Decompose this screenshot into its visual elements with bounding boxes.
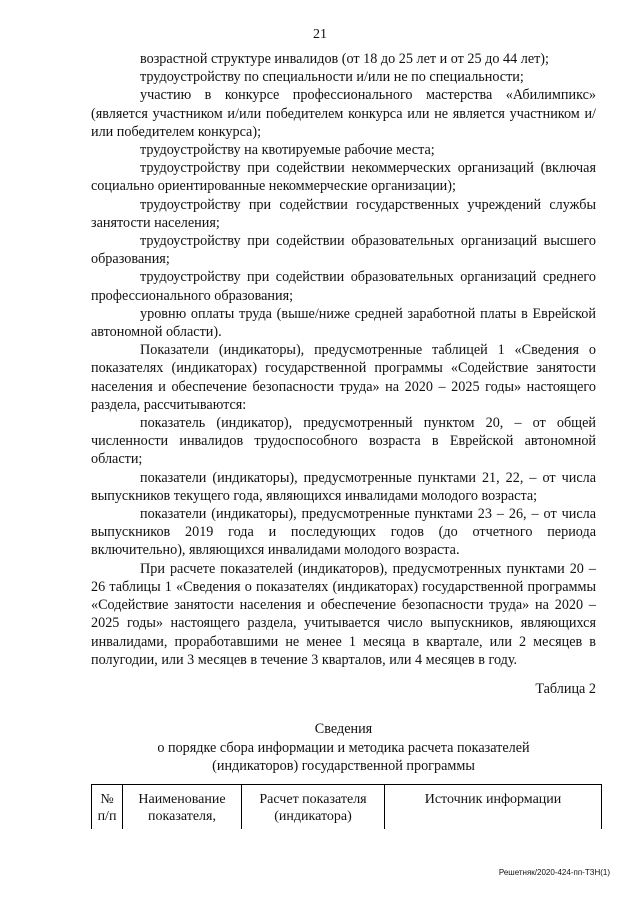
paragraph: трудоустройству на квотируемые рабочие места; [140,142,435,159]
body-text [91,50,596,669]
column-header-name [123,785,242,830]
paragraph: При расчете показателей (индикаторов), предусмотренных пунктами 20 – 26 таблицы 1 «Сведения о показателях (индикаторах) государственной программы «Содействие занятости населения и обеспечение безопасности труда» на 2020 – 2025 годы» настоящего раздела, учитывается число выпускников, являющихся инвалидами, проработавшими не менее 1 месяца в квартале, или 2 месяцев в полугодии, или 3 месяцев в течение 3 кварталов, или 4 месяцев в году. [91,560,596,668]
paragraph: трудоустройству при содействии некоммерческих организаций (включая социально ориентированные некоммерческие организации); [91,160,596,195]
table-label: Таблица 2 [535,681,596,697]
paragraph: показатели (индикаторы), предусмотренные пунктами 21, 22, – от числа выпускников текущего года, являющихся инвалидами молодого возраста; [91,469,596,504]
header-line: Расчет показателя [259,792,367,807]
paragraph: трудоустройству при содействии образовательных организаций высшего образования; [91,233,596,268]
paragraph: уровню оплаты труда (выше/ниже средней заработной платы в Еврейской автономной области). [91,305,596,341]
page-number: 21 [313,27,327,42]
heading-line: о порядке сбора информации и методика расчета показателей [157,739,530,756]
info-table [91,784,602,829]
header-line: Источник информации [424,792,562,807]
footer-reference: Решетняк/2020-424-пп-ТЗН(1) [498,868,610,877]
paragraph: трудоустройству по специальности и/или не по специальности; [140,69,524,86]
column-header-calculation [242,785,385,830]
paragraph: показатели (индикаторы), предусмотренные пунктами 23 – 26, – от числа выпускников 2019 года и последующих годов (до отчетного периода включительно), являющихся инвалидами молодого возраста. [91,506,596,559]
paragraph: показатель (индикатор), предусмотренный пунктом 20, – от общей численности инвалидов трудоспособного возраста в Еврейской автономной области; [91,415,596,468]
section-heading [91,720,596,776]
paragraph: возрастной структуре инвалидов (от 18 до 25 лет и от 25 до 44 лет); [140,51,549,67]
header-line: Наименование [138,792,226,807]
paragraph: Показатели (индикаторы), предусмотренные таблицей 1 «Сведения о показателях (индикаторах) государственной программы «Содействие занятости населения и обеспечение безопасности труда» на 2020 – 2025 годы» настоящего раздела, рассчитываются: [91,342,596,413]
heading-line: (индикаторов) государственной программы [212,758,475,774]
column-header-number [92,785,123,830]
paragraph: участию в конкурсе профессионального мастерства «Абилимпикс» (является участником и/или победителем конкурса или не является участником и/или победителем конкурса); [91,87,596,140]
column-header-source [385,785,602,830]
header-line: п/п [97,809,117,824]
paragraph: трудоустройству при содействии образовательных организаций среднего профессионального образования; [91,269,596,304]
table-header-row [92,785,602,830]
header-line: № [100,792,114,807]
paragraph: трудоустройству при содействии государственных учреждений службы занятости населения; [91,196,596,231]
header-line: (индикатора) [274,809,352,824]
header-line: показателя, [148,809,216,824]
heading-title: Сведения [314,721,373,737]
